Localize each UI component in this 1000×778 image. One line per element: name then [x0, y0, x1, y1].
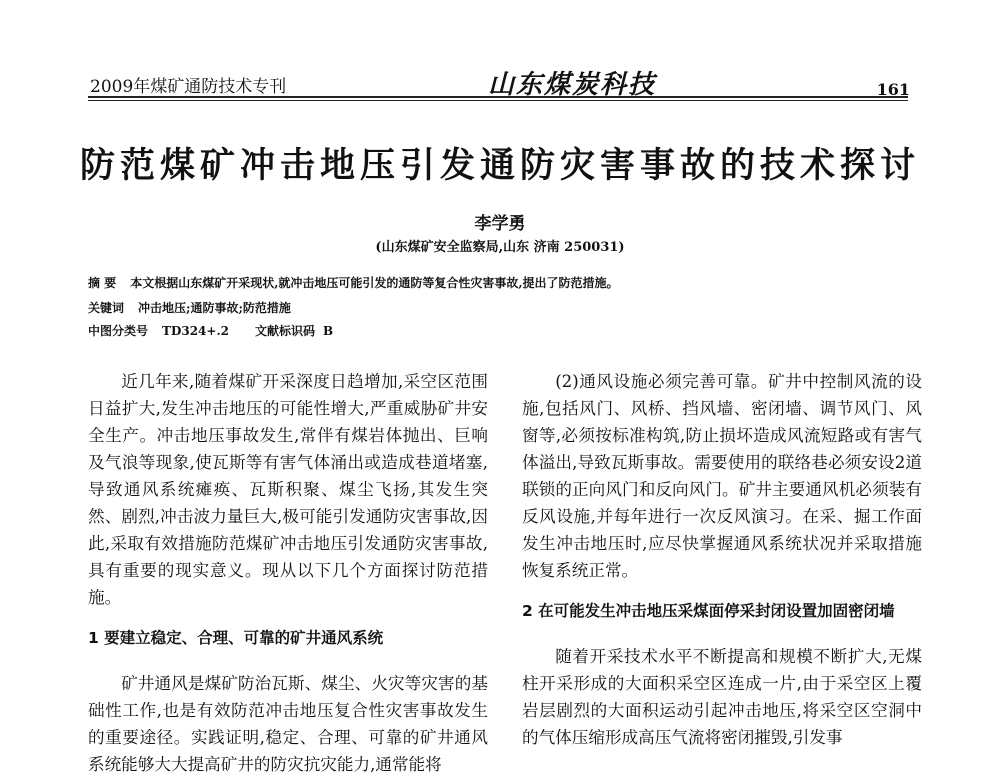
doc-code-label: 文献标识码	[254, 324, 315, 338]
clc-label: 中图分类号	[88, 324, 149, 338]
header-rule-thin	[88, 100, 908, 101]
left-column	[88, 368, 488, 778]
doc-code: B	[323, 324, 334, 338]
article-author: 李学勇	[474, 214, 526, 234]
right-column	[522, 368, 922, 751]
page-number: 161	[876, 80, 910, 99]
body-paragraph: 近几年来,随着煤矿开采深度日趋增加,采空区范围日益扩大,发生冲击地压的可能性增大,严重威胁矿井安全生产。冲击地压事故发生,常伴有煤岩体抛出、巨响及气浪等现象,使瓦斯等有害气体涌出或造成巷道堵塞,导致通风系统瘫痪、瓦斯积聚、煤尘飞扬,其发生突然、剧烈,冲击波力量巨大,极可能引发通防灾害事故,因此,采取有效措施防范煤矿冲击地压引发通防灾害事故,具有重要的现实意义。现从以下几个方面探讨防范措施。	[88, 372, 488, 607]
body-paragraph: 随着开采技术水平不断提高和规模不断扩大,无煤柱开采形成的大面积采空区连成一片,由于采空区上覆岩层剧烈的大面积运动引起冲击地压,将采空区空洞中的气体压缩形成高压气流将密闭摧毁,引发事	[522, 647, 922, 747]
abstract-label: 摘 要	[88, 276, 117, 290]
journal-issue: 2009年煤矿通防技术专刊	[90, 77, 287, 97]
classification	[88, 322, 333, 339]
abstract-text: 本文根据山东煤矿开采现状,就冲击地压可能引发的通防等复合性灾害事故,提出了防范措施。	[130, 276, 619, 290]
journal-name-logo: 山东煤炭科技	[488, 70, 657, 100]
keywords-text: 冲击地压;通防事故;防范措施	[138, 301, 291, 315]
keywords	[88, 299, 291, 316]
author-affiliation: (山东煤矿安全监察局,山东 济南 250031)	[375, 240, 625, 255]
article-title: 防范煤矿冲击地压引发通防灾害事故的技术探讨	[79, 145, 920, 186]
header-rule	[88, 96, 908, 98]
abstract	[88, 274, 619, 291]
section-heading-1: 1 要建立稳定、合理、可靠的矿井通风系统	[88, 629, 384, 647]
section-heading-2: 2 在可能发生冲击地压采煤面停采封闭设置加固密闭墙	[522, 602, 895, 620]
clc-code: TD324+.2	[162, 324, 229, 338]
body-paragraph: (2)通风设施必须完善可靠。矿井中控制风流的设施,包括风门、风桥、挡风墙、密闭墙、调节风门、风窗等,必须按标准构筑,防止损坏造成风流短路或有害气体溢出,导致瓦斯事故。需要使用的联络巷必须安设2道联锁的正向风门和反向风门。矿井主要通风机必须装有反风设施,并每年进行一次反风演习。在采、掘工作面发生冲击地压时,应尽快掌握通风系统状况并采取措施恢复系统正常。	[522, 372, 922, 580]
body-paragraph: 矿井通风是煤矿防治瓦斯、煤尘、火灾等灾害的基础性工作,也是有效防范冲击地压复合性灾害事故发生的重要途径。实践证明,稳定、合理、可靠的矿井通风系统能够大大提高矿井的防灾抗灾能力,通常能将	[88, 674, 488, 774]
keywords-label: 关键词	[88, 301, 125, 315]
running-head	[90, 58, 910, 98]
